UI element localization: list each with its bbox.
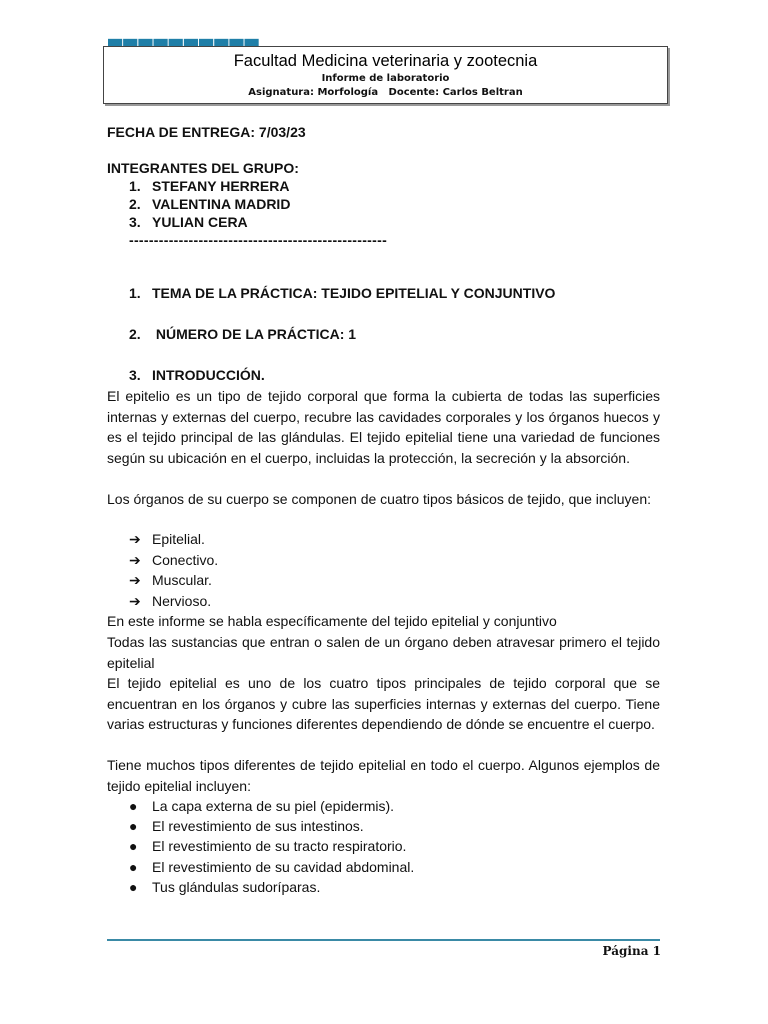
member-name: VALENTINA MADRID (152, 196, 291, 212)
tissue-list-item (129, 552, 218, 569)
section-title: NÚMERO DE LA PRÁCTICA: 1 (152, 326, 357, 342)
member-item (129, 196, 290, 212)
member-name: STEFANY HERRERA (152, 178, 290, 194)
example-text: El revestimiento de su tracto respiratorio. (152, 838, 407, 854)
section-number: 1. (129, 285, 141, 301)
faculty-title: Facultad Medicina veterinaria y zootecnia (233, 52, 538, 70)
tissue-list-item (129, 531, 205, 548)
separator-line: ---------------------------------------------------- (129, 232, 388, 248)
bullet-icon: ● (129, 879, 138, 895)
example-list-item (129, 859, 414, 875)
section-title: INTRODUCCIÓN. (152, 367, 265, 383)
section-number: 3. (129, 367, 141, 383)
example-text: El revestimiento de sus intestinos. (152, 818, 364, 834)
document-header (103, 46, 668, 104)
arrow-icon: ➔ (129, 572, 141, 588)
tissue-name: Epitelial. (152, 531, 205, 547)
tissue-name: Nervioso. (152, 593, 212, 609)
group-members-title: INTEGRANTES DEL GRUPO: (107, 160, 299, 176)
member-item (129, 178, 289, 194)
epithelial-description-paragraph: El tejido epitelial es uno de los cuatro tipos principales de tejido corporal que se encuentran en los órganos y cubre las superficies internas y externas del cuerpo. Tiene varias estructuras y funciones diferentes dependiendo de dónde se encuentre el cuerpo. (107, 675, 660, 732)
section-title: TEMA DE LA PRÁCTICA: TEJIDO EPITELIAL Y CONJUNTIVO (152, 285, 556, 301)
delivery-date: FECHA DE ENTREGA: 7/03/23 (107, 124, 306, 140)
arrow-icon: ➔ (129, 552, 141, 568)
tissue-list-item (129, 572, 212, 589)
section-heading (129, 326, 356, 342)
report-scope-paragraph: En este informe se habla específicamente del tejido epitelial y conjuntivo (107, 613, 557, 629)
tissue-types-paragraph: Los órganos de su cuerpo se componen de cuatro tipos básicos de tejido, que incluyen: (107, 491, 652, 507)
tissue-list-item (129, 593, 211, 610)
member-name: YULIAN CERA (152, 214, 248, 230)
page-number: Página 1 (602, 944, 661, 958)
example-list-item (129, 798, 394, 814)
member-item (129, 214, 248, 230)
example-list-item (129, 879, 320, 895)
bullet-icon: ● (129, 798, 138, 814)
example-list-item (129, 838, 406, 854)
section-heading (129, 285, 555, 301)
bullet-icon: ● (129, 838, 138, 854)
tissue-name: Muscular. (152, 572, 212, 588)
report-type: Informe de laboratorio (321, 73, 450, 84)
section-heading (129, 367, 265, 383)
substances-paragraph: Todas las sustancias que entran o salen de un órgano deben atravesar primero el tejido epitelial (107, 634, 660, 671)
section-number: 2. (129, 326, 141, 342)
member-number: 1. (129, 178, 141, 194)
course-teacher-line: Asignatura: Morfología Docente: Carlos Beltran (248, 87, 523, 98)
arrow-icon: ➔ (129, 593, 141, 609)
bullet-icon: ● (129, 859, 138, 875)
bullet-icon: ● (129, 818, 138, 834)
tissue-name: Conectivo. (152, 552, 219, 568)
intro-paragraph: El epitelio es un tipo de tejido corporal que forma la cubierta de todas las superficies internas y externas del cuerpo, recubre las cavidades corporales y los órganos huecos y es el tejido principal de las glándulas. El tejido epitelial tiene una variedad de funciones según su ubicación en el cuerpo, incluidas la protección, la secreción y la absorción. (107, 388, 660, 466)
member-number: 3. (129, 214, 141, 230)
example-text: El revestimiento de su cavidad abdominal. (152, 859, 415, 875)
arrow-icon: ➔ (129, 531, 141, 547)
member-number: 2. (129, 196, 141, 212)
example-text: La capa externa de su piel (epidermis). (152, 798, 395, 814)
epithelial-examples-paragraph: Tiene muchos tipos diferentes de tejido epitelial en todo el cuerpo. Algunos ejemplos de tejido epitelial incluyen: (107, 757, 660, 794)
example-text: Tus glándulas sudoríparas. (152, 879, 321, 895)
footer-divider (107, 939, 660, 941)
example-list-item (129, 818, 364, 834)
